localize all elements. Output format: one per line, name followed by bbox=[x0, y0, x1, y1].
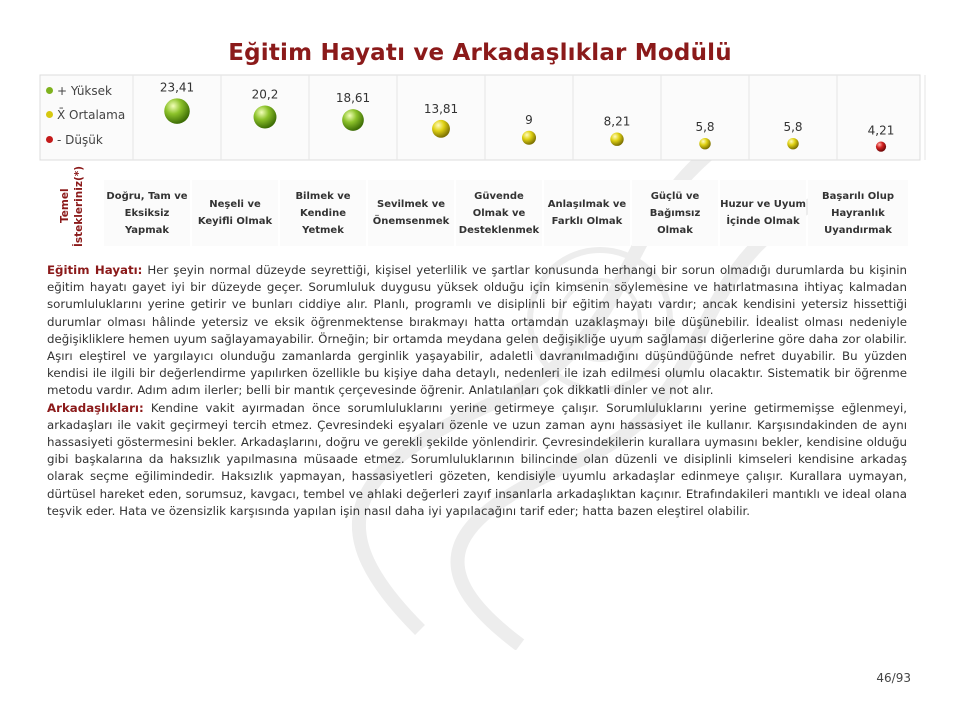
axis-label bbox=[58, 164, 85, 248]
category-label: Bilmek ve Kendine Yetmek bbox=[280, 180, 366, 246]
legend-low-dot bbox=[46, 136, 53, 143]
axis-label-line-2: İstekleriniz(*) bbox=[73, 165, 85, 247]
education-paragraph bbox=[47, 262, 907, 400]
friendship-paragraph bbox=[47, 400, 907, 520]
data-point-bubble bbox=[432, 120, 450, 138]
category-label: Başarılı Olup Hayranlık Uyandırmak bbox=[808, 180, 908, 246]
data-label: 5,8 bbox=[695, 119, 715, 134]
education-body: Her şeyin normal düzeyde seyrettiği, kişisel yeterlilik ve şartlar konusunda herhangi bir sorun olmadığı durumlarda bu kişinin eğitim hayatı gayet iyi bir düzeyde geçer. Sorumluluk duygusu yüksek olduğu için kimsenin söylemesine ve hatırlatmasına ihtiyaç kalmadan sorumluluklarını yerine getirir ve bunları ciddiye alır. Planlı, programlı ve disiplinli bir eğitim hayatı vardır; ancak kendisini yetersiz hissettiği durumlar olması hâlinde yetersiz ve eksik öğrenmektense bırakmayı hatta ortamdan uzaklaşmayı bile düşünebilir. İdealist olması nedeniyle değişikliklere hemen uyum sağlayamayabilir. Örneğin; bir ortamda meydana gelen değişikliğe uyum sağlaması diğerlerine göre daha zor olabilir. Aşırı eleştirel ve yargılayıcı olunduğu zamanlarda gerginlik yaşayabilir, adaletli davranılmadığını düşündüğünde nefret duyabilir. Bu yüzden kendisi ile ilgili bir değerlendirme yapılırken özellikle bu kişiye daha detaylı, nedenleri ile izah edilmesi olumlu olacaktır. Sistematik bir öğrenme metodu vardır. Adım adım ilerler; belli bir mantık çerçevesinde öğrenir. Anlatılanları çok dikkatli dinler ve not alır. bbox=[47, 263, 907, 398]
data-label: 4,21 bbox=[867, 123, 895, 138]
data-point-bubble bbox=[610, 133, 623, 146]
data-label: 20,2 bbox=[251, 87, 279, 102]
category-label: Sevilmek ve Önemsenmek bbox=[368, 180, 454, 246]
data-point-bubble bbox=[876, 142, 886, 152]
legend-low-label: - Düşük bbox=[57, 133, 103, 147]
legend-high-label: + Yüksek bbox=[57, 84, 112, 98]
page-title: Eğitim Hayatı ve Arkadaşlıklar Modülü bbox=[228, 40, 732, 66]
friendship-label: Arkadaşlıkları: bbox=[47, 400, 144, 415]
category-label: Huzur ve Uyum İçinde Olmak bbox=[720, 180, 806, 246]
legend-high-dot bbox=[46, 87, 53, 94]
data-label: 18,61 bbox=[335, 91, 371, 106]
legend-high bbox=[46, 84, 112, 98]
data-label: 8,21 bbox=[603, 114, 631, 129]
legend-average bbox=[46, 108, 125, 122]
data-point-bubble bbox=[342, 109, 364, 131]
data-label: 9 bbox=[525, 112, 533, 127]
category-label: Anlaşılmak ve Farklı Olmak bbox=[544, 180, 630, 246]
report-text bbox=[47, 262, 907, 520]
category-label: Doğru, Tam ve Eksiksiz Yapmak bbox=[104, 180, 190, 246]
friendship-body: Kendine vakit ayırmadan önce sorumluluklarını yerine getirmeye çalışır. Sorumluluklarını yerine getirmemişse eğlenmeyi, arkadaşları ile vakit geçirmeyi tercih etmez. Çevresindeki eşyaları özenle ve uzun zaman aynı hassasiyet ile kullanır. Karşısındakinden de aynı hassasiyeti göstermesini bekler. Arkadaşlarını, doğru ve gerekli şekilde yönlendirir. Çevresindekilerin kurallara uymasını bekler, kendisine olduğu gibi başkalarına da haksızlık yapılmasına müsaade etmez. Sorumluluklarının bilincinde olan düzenli ve disiplinli kimseleri kendisine arkadaş olarak seçme eğilimindedir. Haksızlık yapmayan, hassasiyetleri gözeten, kendisiyle uyumlu arkadaşlar edinmeye çalışır. Kurallara uymayan, dürtüsel hareket eden, sorumsuz, kavgacı, tembel ve ahlaki değerleri zayıf insanlarla arkadaşlıktan kaçınır. Etrafındakileri mantıklı ve ideal olana teşvik eder. Hata ve özensizlik karşısında yapılan işin nasıl daha iyi yapılacağını tarif eder; hatta bazen eleştirel olabilir. bbox=[47, 400, 907, 518]
data-point-bubble bbox=[254, 106, 277, 129]
category-label: Güvende Olmak ve Desteklenmek bbox=[456, 180, 542, 246]
legend-average-label: X̄ Ortalama bbox=[57, 108, 126, 122]
data-point-bubble bbox=[164, 98, 190, 124]
data-label: 13,81 bbox=[423, 101, 459, 116]
education-label: Eğitim Hayatı: bbox=[47, 263, 143, 277]
axis-label-line-1: Temel bbox=[59, 188, 71, 224]
category-label: Güçlü ve Bağımsız Olmak bbox=[632, 180, 718, 246]
data-point-bubble bbox=[522, 131, 536, 145]
data-label: 23,41 bbox=[159, 80, 195, 95]
category-label: Neşeli ve Keyifli Olmak bbox=[192, 180, 278, 246]
legend-average-dot bbox=[46, 111, 53, 118]
legend-low bbox=[46, 133, 103, 147]
data-point-bubble bbox=[787, 138, 798, 149]
page-number: 46/93 bbox=[876, 671, 911, 685]
data-point-bubble bbox=[699, 138, 710, 149]
data-label: 5,8 bbox=[783, 119, 803, 134]
